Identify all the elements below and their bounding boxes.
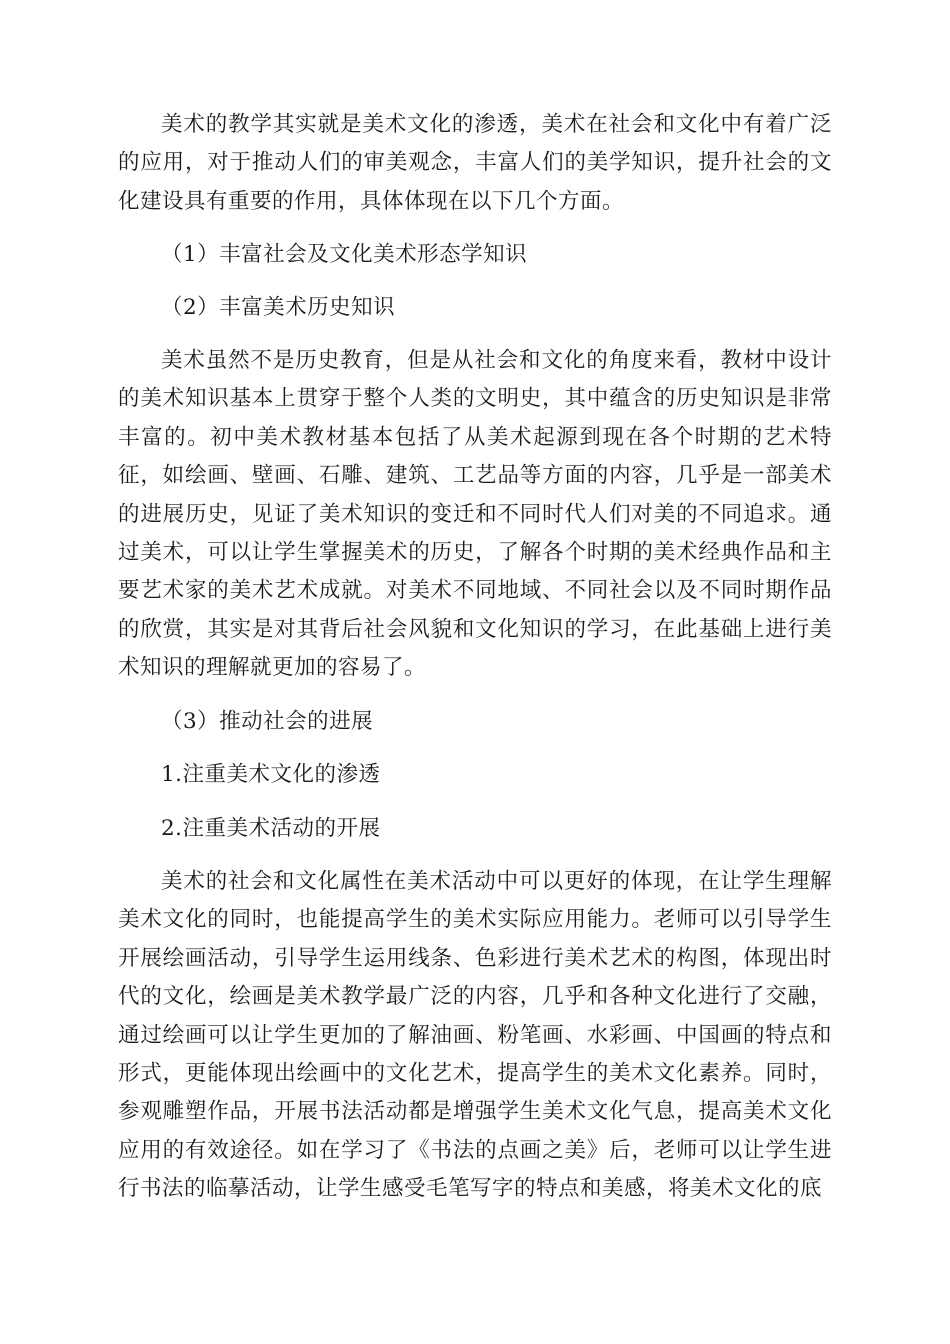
paragraph-intro: 美术的教学其实就是美术文化的渗透，美术在社会和文化中有着广泛的应用，对于推动人们的审美观念，丰富人们的美学知识，提升社会的文化建设具有重要的作用，具体体现在以下几个方面。 [118,112,832,214]
paragraph-activities: 美术的社会和文化属性在美术活动中可以更好的体现，在让学生理解美术文化的同时，也能提高学生的美术实际应用能力。老师可以引导学生开展绘画活动，引导学生运用线条、色彩进行美术艺术的构图，体现出时代的文化，绘画是美术教学最广泛的内容，几乎和各种文化进行了交融，通过绘画可以让学生更加的了解油画、粉笔画、水彩画、中国画的特点和形式，更能体现出绘画中的文化艺术，提高学生的美术文化素养。同时，参观雕塑作品，开展书法活动都是增强学生美术文化气息，提高美术文化应用的有效途径。如在学习了《书法的点画之美》后，老师可以让学生进行书法的临摹活动，让学生感受毛笔写字的特点和美感，将美术文化的底 [118,868,832,1202]
document-page [118,106,832,1209]
subheading-2: 2.注重美术活动的开展 [161,815,381,841]
section-heading-2: （2）丰富美术历史知识 [161,294,396,320]
subheading-1: 1.注重美术文化的渗透 [161,762,381,788]
section-heading-3: （3）推动社会的进展 [161,708,374,734]
section-heading-1: （1）丰富社会及文化美术形态学知识 [161,242,528,268]
paragraph-history: 美术虽然不是历史教育，但是从社会和文化的角度来看，教材中设计的美术知识基本上贯穿于整个人类的文明史，其中蕴含的历史知识是非常丰富的。初中美术教材基本包括了从美术起源到现在各个时期的艺术特征，如绘画、壁画、石雕、建筑、工艺品等方面的内容，几乎是一部美术的进展历史，见证了美术知识的变迁和不同时代人们对美的不同追求。通过美术，可以让学生掌握美术的历史，了解各个时期的美术经典作品和主要艺术家的美术艺术成就。对美术不同地域、不同社会以及不同时期作品的欣赏，其实是对其背后社会风貌和文化知识的学习，在此基础上进行美术知识的理解就更加的容易了。 [118,348,832,681]
